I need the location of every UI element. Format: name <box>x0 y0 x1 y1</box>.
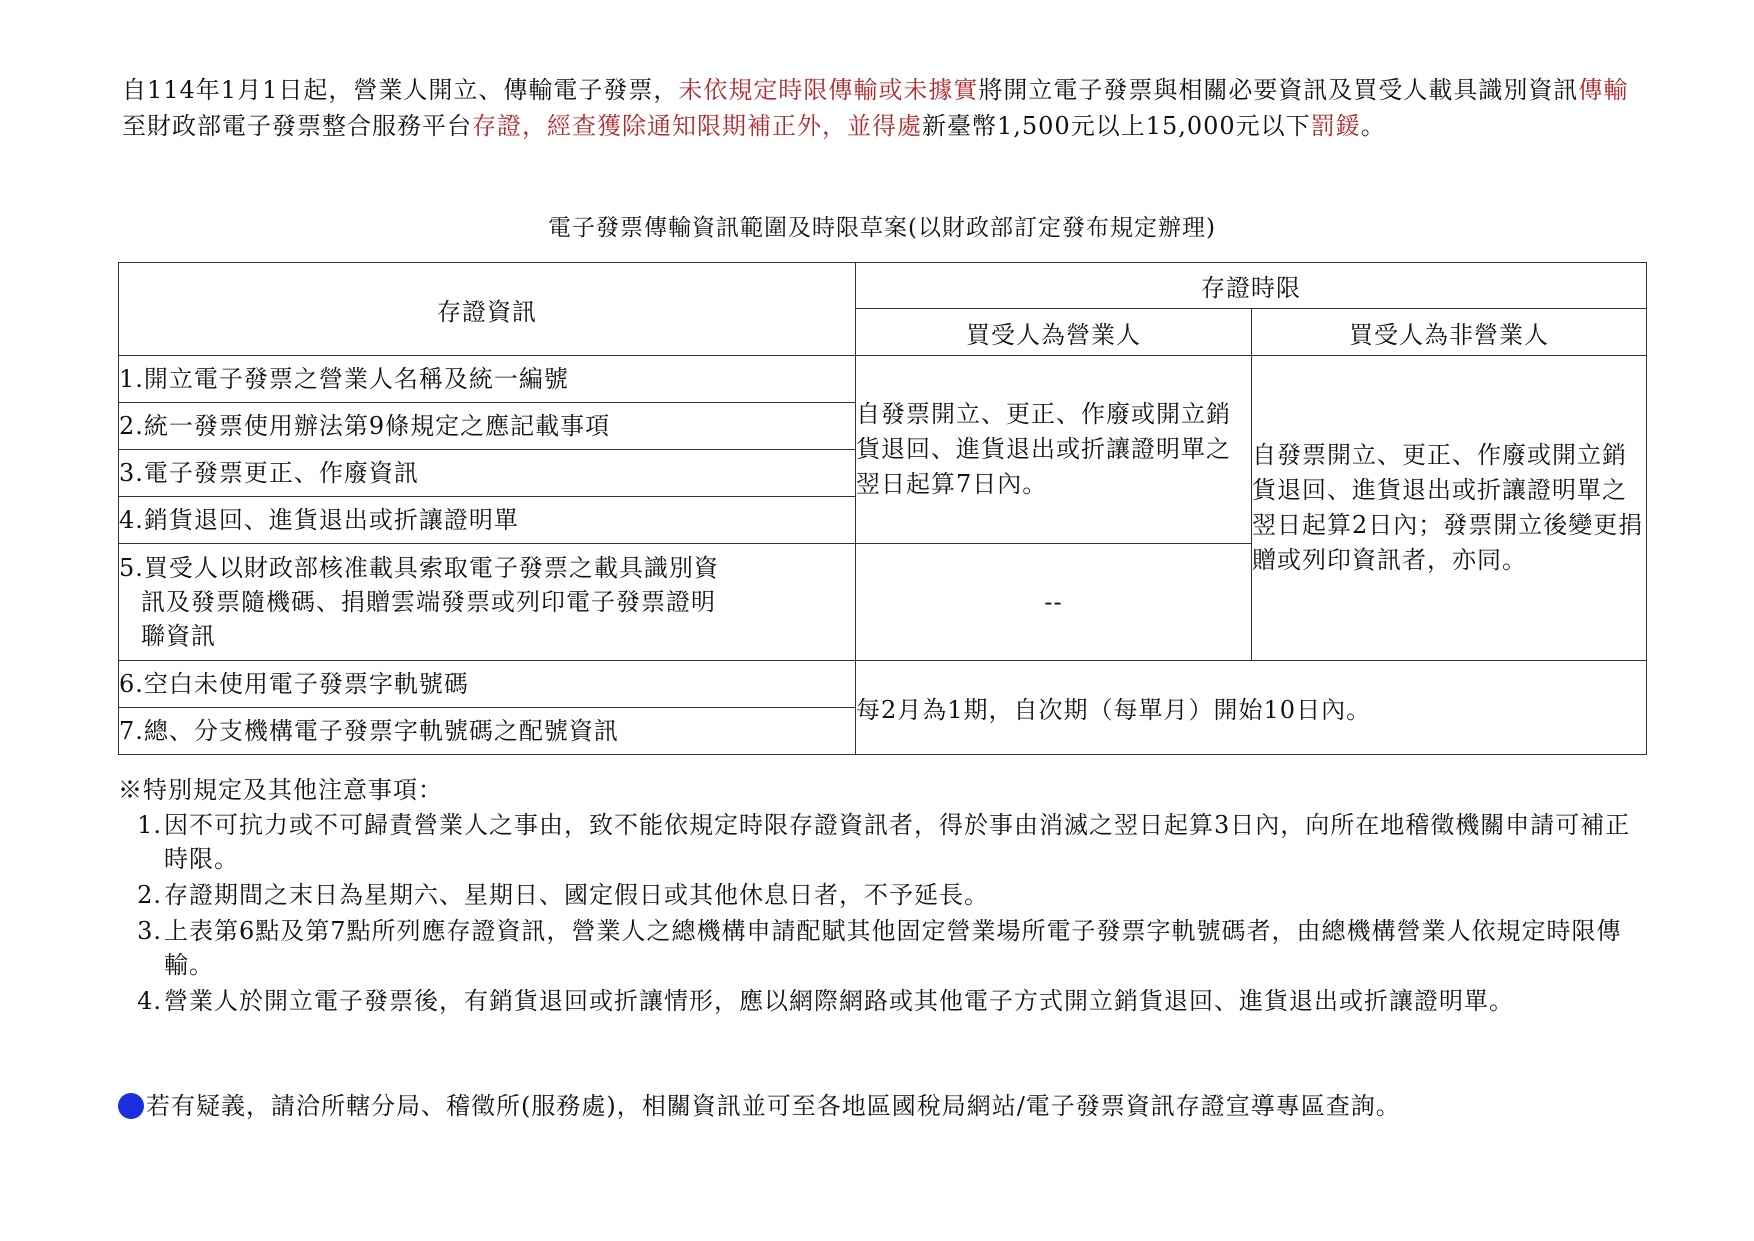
item-number: 1. <box>119 365 144 393</box>
intro-text-1: 自114年1月1日起，營業人開立、傳輸電子發票， <box>122 76 679 104</box>
nonbusiness-deadline-cell: 自發票開立、更正、作廢或開立銷貨退回、進貨退出或折讓證明單之翌日起算2日內；發票開立後變更捐贈或列印資訊者，亦同。 <box>1252 356 1647 661</box>
intro-highlight-4: 罰鍰 <box>1310 112 1361 140</box>
header-info: 存證資訊 <box>119 263 856 356</box>
note-item <box>118 984 1648 1018</box>
intro-highlight-3: 存證，經查獲除通知限期補正外，並得處 <box>472 112 922 140</box>
table-row-item-1 <box>119 356 856 403</box>
intro-highlight-2: 傳輸 <box>1578 76 1629 104</box>
table-row-item-3 <box>119 450 856 497</box>
intro-text-3: 至財政部電子發票整合服務平台 <box>122 112 472 140</box>
note-number: 3. <box>137 917 162 945</box>
header-deadline: 存證時限 <box>856 263 1647 309</box>
table-row-item-5 <box>119 544 856 661</box>
note-number: 4. <box>137 987 162 1015</box>
item-text: 總、分支機構電子發票字軌號碼之配號資訊 <box>143 717 619 745</box>
note-text: 上表第6點及第7點所列應存證資訊，營業人之總機構申請配賦其他固定營業場所電子發票字軌號碼者，由總機構營業人依規定時限傳輸。 <box>164 917 1622 979</box>
item5-business-deadline: -- <box>856 544 1252 661</box>
period-deadline-cell: 每2月為1期，自次期（每單月）開始10日內。 <box>856 661 1647 755</box>
note-text: 營業人於開立電子發票後，有銷貨退回或折讓情形，應以網際網路或其他電子方式開立銷貨退回、進貨退出或折讓證明單。 <box>164 987 1514 1015</box>
deadline-table <box>118 262 1647 755</box>
header-nonbusiness-buyer: 買受人為非營業人 <box>1252 309 1647 356</box>
intro-text-4: 新臺幣1,500元以上15,000元以下 <box>922 112 1311 140</box>
note-item <box>118 914 1648 982</box>
note-text: 因不可抗力或不可歸責營業人之事由，致不能依規定時限存證資訊者，得於事由消滅之翌日起算3日內，向所在地稽徵機關申請可補正時限。 <box>164 811 1631 873</box>
table-row-item-6 <box>119 661 856 708</box>
table-row-item-7 <box>119 708 856 755</box>
item-number: 7. <box>119 717 144 745</box>
item-text-line-3: 聯資訊 <box>141 622 216 650</box>
note-item <box>118 808 1648 876</box>
note-number: 2. <box>137 881 162 909</box>
footer-inquiry <box>118 1088 1648 1124</box>
notes-title: ※特別規定及其他注意事項： <box>118 776 443 804</box>
item-text: 空白未使用電子發票字軌號碼 <box>143 670 469 698</box>
item-text: 開立電子發票之營業人名稱及統一編號 <box>143 365 569 393</box>
item-number: 2. <box>119 412 144 440</box>
intro-text-2: 將開立電子發票與相關必要資訊及買受人載具識別資訊 <box>978 76 1579 104</box>
table-caption: 電子發票傳輸資訊範圍及時限草案(以財政部訂定發布規定辦理) <box>548 215 1216 241</box>
item-number: 5. <box>119 554 144 582</box>
note-text: 存證期間之末日為星期六、星期日、國定假日或其他休息日者，不予延長。 <box>164 881 989 909</box>
note-item <box>118 878 1648 912</box>
item-number: 6. <box>119 670 144 698</box>
intro-highlight-1: 未依規定時限傳輸或未據實 <box>678 76 979 104</box>
item-text: 電子發票更正、作廢資訊 <box>143 459 419 487</box>
notes-section <box>118 772 1648 1020</box>
table-row-item-4 <box>119 497 856 544</box>
item-text-line-1: 買受人以財政部核准載具索取電子發票之載具識別資 <box>143 554 719 582</box>
blue-bullet-icon <box>118 1093 144 1119</box>
intro-text-5: 。 <box>1360 112 1386 140</box>
note-number: 1. <box>137 811 162 839</box>
footer-text: 若有疑義，請洽所轄分局、稽徵所(服務處)，相關資訊並可至各地區國稅局網站/電子發票資訊存證宣導專區查詢。 <box>146 1092 1401 1120</box>
item-number: 3. <box>119 459 144 487</box>
table-row-item-2 <box>119 403 856 450</box>
intro-paragraph <box>122 72 1642 144</box>
business-deadline-cell: 自發票開立、更正、作廢或開立銷貨退回、進貨退出或折讓證明單之翌日起算7日內。 <box>856 356 1252 544</box>
item-text: 統一發票使用辦法第9條規定之應記載事項 <box>143 412 611 440</box>
header-business-buyer: 買受人為營業人 <box>856 309 1252 356</box>
item-number: 4. <box>119 506 144 534</box>
item-text-line-2: 訊及發票隨機碼、捐贈雲端發票或列印電子發票證明 <box>141 588 716 616</box>
item-text: 銷貨退回、進貨退出或折讓證明單 <box>143 506 519 534</box>
